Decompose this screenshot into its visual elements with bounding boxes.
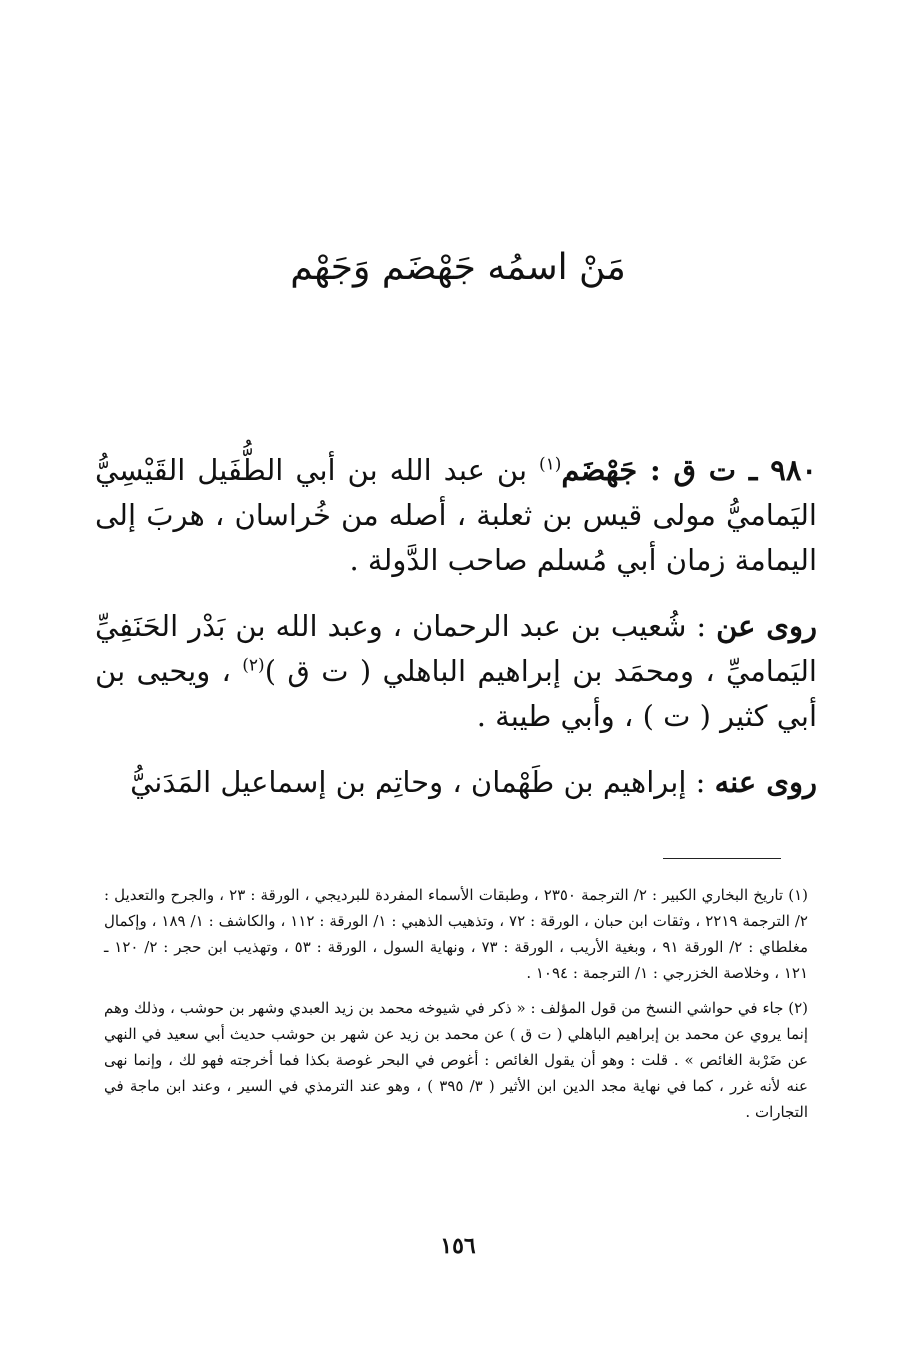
- entry-paragraph: [95, 448, 817, 583]
- footnote-divider: [663, 858, 781, 859]
- narrated-from-paragraph: [95, 604, 817, 739]
- narrated-by-paragraph: [95, 760, 817, 805]
- footnote-1: (١) تاريخ البخاري الكبير : ٢/ الترجمة ٢٣٥٠ ، وطبقات الأسماء المفردة للبرديجي ، الورقة : ٢٣ ، والجرح والتعديل : ٢/ الترجمة ٢٢١٩ ، وثقات ابن حبان ، الورقة : ٧٢ ، وتذهيب الذهبي : ١/ الورقة : ١١٢ ، والكاشف : ١/ ١٨٩ ، وإكمال مغلطاي : ٢/ الورقة ٩١ ، وبغية الأريب ، الورقة : ٧٣ ، ونهاية السول ، الورقة : ٥٣ ، وتهذيب ابن حجر : ٢/ ١٢٠ ـ ١٢١ ، وخلاصة الخزرجي : ١/ الترجمة : ١٠٩٤ .: [104, 886, 808, 982]
- footnotes: [104, 882, 808, 1134]
- narrated-from-text-end: ، ويحيى بن أبي كثير ( ت ) ، وأبي طيبة .: [95, 654, 817, 733]
- narrated-from-text: : شُعيب بن عبد الرحمان ، وعبد الله بن بَدْر الحَنَفِيِّ اليَماميِّ ، ومحمَد بن إبراهيم الباهلي ( ت ق ): [95, 609, 817, 688]
- narrated-from-label: روى عن: [716, 609, 817, 643]
- main-text: [95, 448, 817, 826]
- entry-header: ـ ت ق : جَهْضَم: [561, 453, 771, 487]
- entry-body: بن عبد الله بن أبي الطُّفَيل القَيْسِيُّ اليَماميُّ مولى قيس بن ثعلبة ، أصله من خُراسان ، هربَ إلى اليمامة زمان أبي مُسلم صاحب الدَّولة .: [95, 453, 817, 577]
- narrated-by-label: روى عنه: [714, 765, 817, 799]
- footnote-2: (٢) جاء في حواشي النسخ من قول المؤلف : « ذكر في شيوخه محمد بن زيد العبدي وشهر بن حوشب ، وذلك وهم إنما يروي عن محمد بن إبراهيم الباهلي ( ت ق ) عن محمد بن زيد عن شهر بن حوشب حديث أبي سعيد في النهي عن ضَرْبة الغائص » . قلت : وهو أن يقول الغائص : أغوص في البحر غوصة بكذا فما أخرجته فهو لك ، وإنما نهى عنه لأنه غرر ، كما في نهاية مجد الدين ابن الأثير ( ٣/ ٣٩٥ ) ، وهو عند الترمذي في السير ، وعند ابن ماجة في التجارات .: [104, 999, 808, 1121]
- narrated-by-text: : إبراهيم بن طَهْمان ، وحاتِم بن إسماعيل المَدَنيُّ: [130, 765, 715, 799]
- chapter-title: مَنْ اسمُه جَهْضَم وَجَهْم: [290, 247, 626, 288]
- footnote-ref-1[interactable]: (١): [538, 454, 562, 475]
- footnote-ref-2[interactable]: (٢): [242, 655, 265, 676]
- page-number: ١٥٦: [440, 1233, 476, 1259]
- entry-number: ٩٨٠: [770, 453, 817, 487]
